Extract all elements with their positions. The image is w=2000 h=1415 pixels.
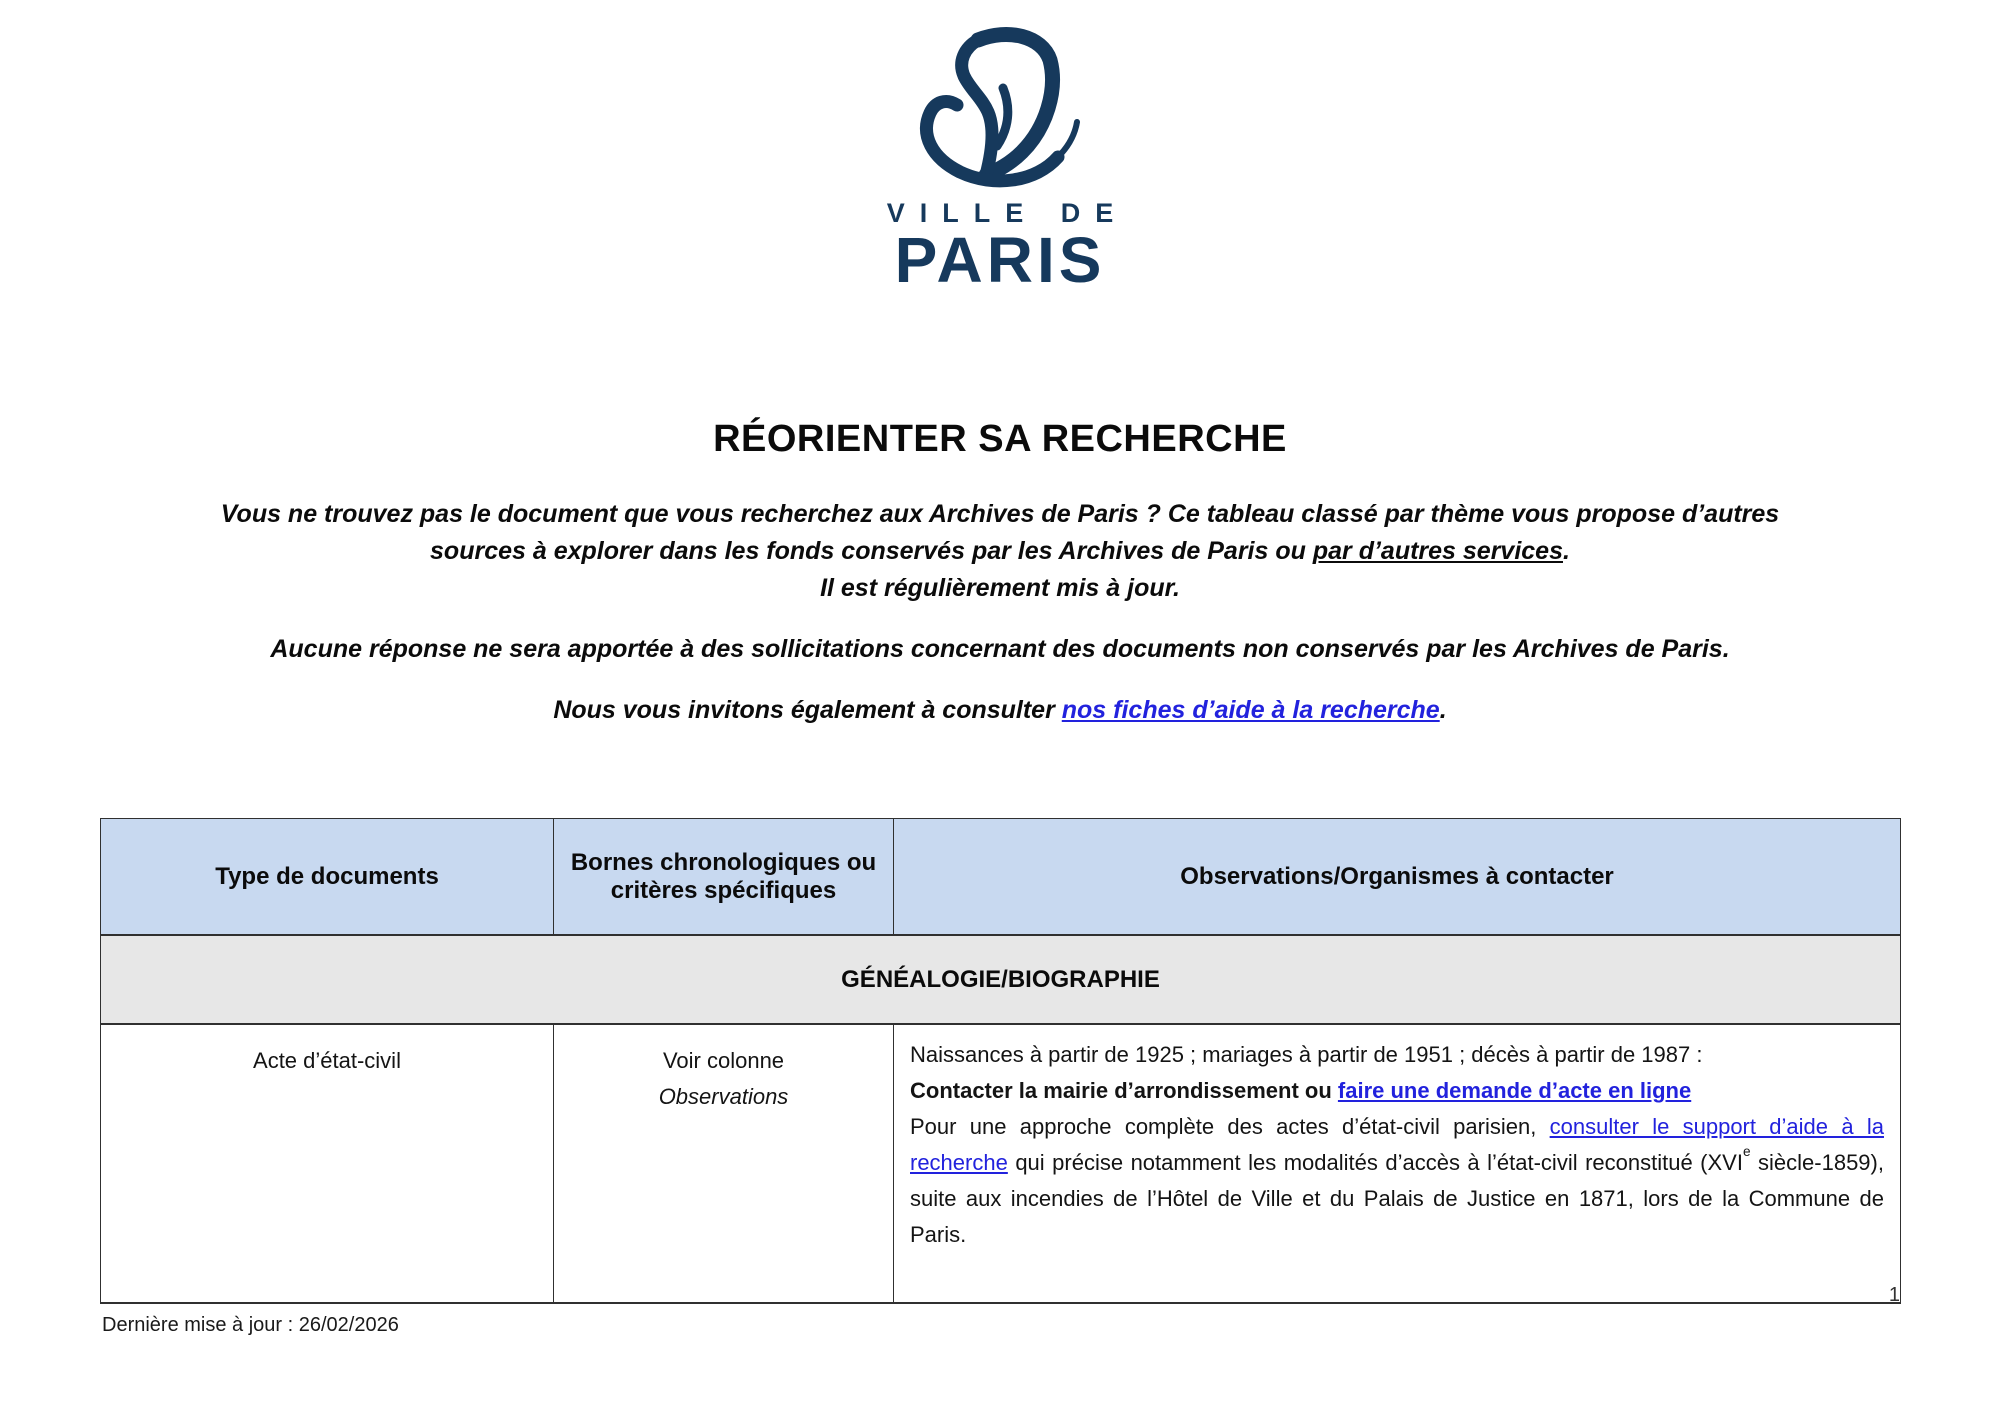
link-fiches-aide[interactable]: nos fiches d’aide à la recherche [1061,696,1440,724]
table-row-acte-etat-civil [101,1024,1901,1303]
link-demande-acte-en-ligne[interactable]: faire une demande d’acte en ligne [1337,1078,1692,1103]
last-update-text: Dernière mise à jour : 26/02/2026 [102,1314,399,1336]
link-support-aide-recherche[interactable]: consulter le support d’aide à la recherche [910,1114,1884,1175]
intro-paragraph-2 [80,631,1920,668]
cell-bornes [554,1024,894,1303]
page-number: 1 [1888,1284,1900,1306]
text-segment: Pour une approche complète des actes d’état-civil parisien, [910,1114,1550,1139]
table-header-row [101,819,1901,936]
header-bornes-chronologiques: Bornes chronologiques ou critères spécifiques [554,819,894,936]
sailboat-logo-icon [900,26,1100,194]
text-segment: Nous vous invitons également à consulter [553,696,1062,724]
cell-type-de-documents: Acte d’état-civil [101,1024,554,1303]
text-segment: Vous ne trouvez pas le document que vous recherchez aux Archives de Paris ? Ce tableau classé par thème vous propose d’autres [220,500,1780,528]
intro-paragraph-3 [80,692,1920,729]
cell-observations [894,1024,1901,1303]
text-segment: . [1563,537,1570,565]
header-observations: Observations/Organismes à contacter [894,819,1901,936]
ville-de-paris-logo [0,26,2000,296]
header-type-de-documents: Type de documents [101,819,554,936]
link-autres-services[interactable]: par d’autres services [1312,537,1563,565]
text-segment: Contacter la mairie d’arrondissement ou [910,1078,1338,1103]
logo-wordmark-ville-de: VILLE DE [886,198,1129,228]
text-segment: Voir colonne [662,1048,785,1073]
section-row-genealogie [101,935,1901,1024]
text-segment: Aucune réponse ne sera apportée à des sollicitations concernant des documents non conservés par les Archives de Paris. [270,635,1730,663]
text-segment: e [1742,1143,1751,1159]
text-segment: . [1439,696,1447,724]
logo-wordmark-paris: PARIS [894,224,1106,296]
text-segment: sources à explorer dans les fonds conservés par les Archives de Paris ou [430,537,1313,565]
intro-paragraph-1 [80,496,1920,607]
intro-text [80,496,1920,753]
text-segment: Observations [658,1084,789,1109]
text-segment: qui précise notamment les modalités d’accès à l’état-civil reconstitué (XVI [1007,1150,1743,1175]
page-title: RÉORIENTER SA RECHERCHE [713,418,1287,460]
text-segment: Il est régulièrement mis à jour. [820,574,1180,602]
text-segment: Naissances à partir de 1925 ; mariages à partir de 1951 ; décès à partir de 1987 : [910,1042,1703,1067]
reorientation-table [100,818,1901,1304]
section-title-genealogie-biographie: GÉNÉALOGIE/BIOGRAPHIE [101,935,1901,1024]
text-segment: siècle-1859), suite aux incendies de l’Hôtel de Ville et du Palais de Justice en 1871, lors de la Commune de Paris. [910,1150,1884,1247]
